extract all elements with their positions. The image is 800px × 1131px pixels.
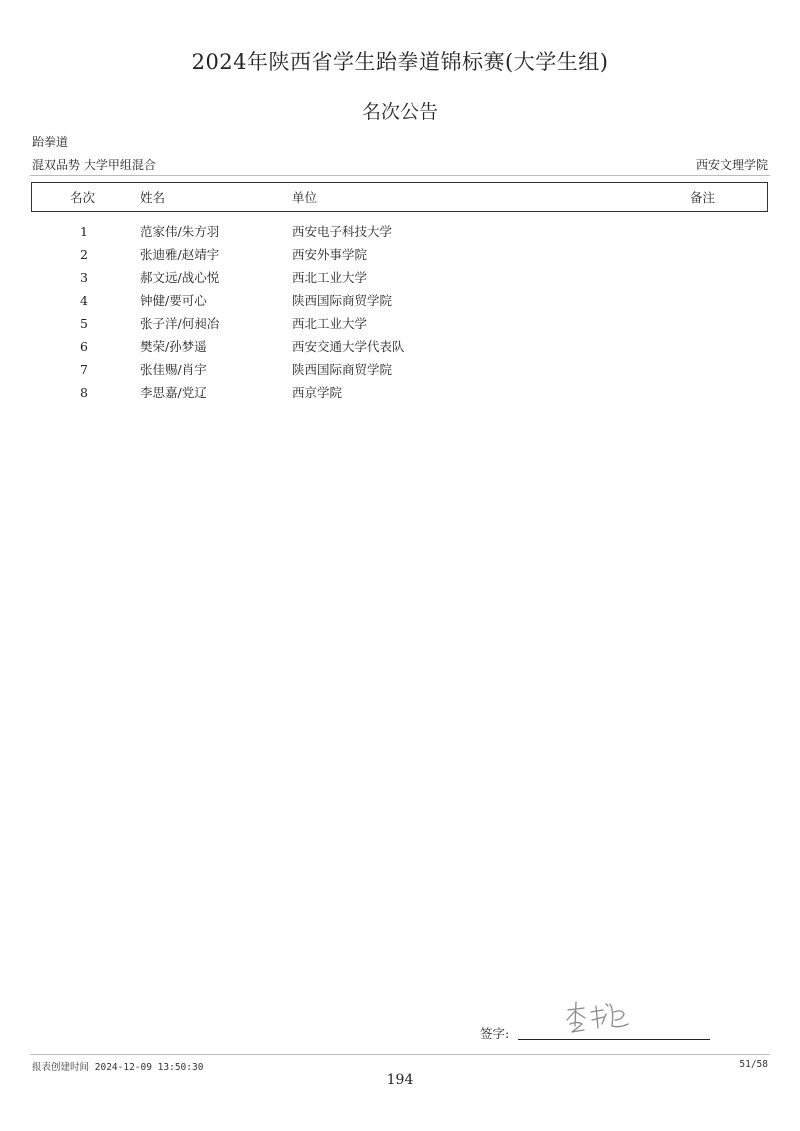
document-title: 2024年陕西省学生跆拳道锦标赛(大学生组) (191, 50, 609, 74)
created-time: 2024-12-09 13:50:30 (94, 1062, 204, 1073)
signature-line (518, 1039, 710, 1040)
row-unit: 西安外事学院 (292, 247, 368, 262)
report-created-time (32, 1059, 203, 1073)
row-rank: 2 (80, 247, 88, 262)
row-rank: 7 (80, 362, 88, 377)
table-row (32, 266, 768, 289)
results-table-body (32, 220, 768, 404)
sport-name: 跆拳道 (32, 135, 69, 149)
table-row (32, 220, 768, 243)
handwritten-signature (562, 996, 642, 1038)
table-row (32, 243, 768, 266)
page-counter: 51/58 (739, 1059, 768, 1070)
row-unit: 西京学院 (292, 385, 343, 400)
row-name: 张子洋/何昶冶 (140, 316, 220, 331)
row-rank: 1 (80, 224, 88, 239)
row-unit: 西北工业大学 (292, 270, 368, 285)
row-name: 钟健/要可心 (140, 293, 207, 308)
column-header-note: 备注 (690, 190, 716, 205)
host-organization: 西安文理学院 (695, 158, 768, 172)
footer-divider (30, 1054, 770, 1055)
table-header (31, 182, 768, 212)
table-row (32, 358, 768, 381)
row-name: 范家伟/朱方羽 (140, 224, 220, 239)
row-name: 李思嘉/党辽 (140, 385, 207, 400)
signature-label: 签字: (480, 1026, 510, 1041)
row-unit: 陕西国际商贸学院 (292, 293, 393, 308)
table-row (32, 289, 768, 312)
row-unit: 西安交通大学代表队 (292, 339, 405, 354)
table-row (32, 312, 768, 335)
row-rank: 4 (80, 293, 88, 308)
column-header-name: 姓名 (140, 190, 166, 205)
row-rank: 5 (80, 316, 88, 331)
event-name: 混双品势 大学甲组混合 (32, 158, 156, 172)
row-name: 郝文远/战心悦 (140, 270, 220, 285)
row-name: 张迪雅/赵靖宇 (140, 247, 220, 262)
row-name: 樊荣/孙梦遥 (140, 339, 207, 354)
row-unit: 陕西国际商贸学院 (292, 362, 393, 377)
column-header-rank: 名次 (70, 190, 96, 205)
row-rank: 6 (80, 339, 88, 354)
row-unit: 西安电子科技大学 (292, 224, 393, 239)
table-row (32, 335, 768, 358)
table-row (32, 381, 768, 404)
row-unit: 西北工业大学 (292, 316, 368, 331)
row-rank: 8 (80, 385, 88, 400)
page-number: 194 (386, 1072, 414, 1088)
header-divider (30, 175, 770, 176)
column-header-unit: 单位 (292, 190, 318, 205)
created-label: 报表创建时间 (32, 1062, 90, 1073)
document-subtitle: 名次公告 (361, 101, 438, 123)
row-name: 张佳赐/肖宇 (140, 362, 207, 377)
row-rank: 3 (80, 270, 88, 285)
